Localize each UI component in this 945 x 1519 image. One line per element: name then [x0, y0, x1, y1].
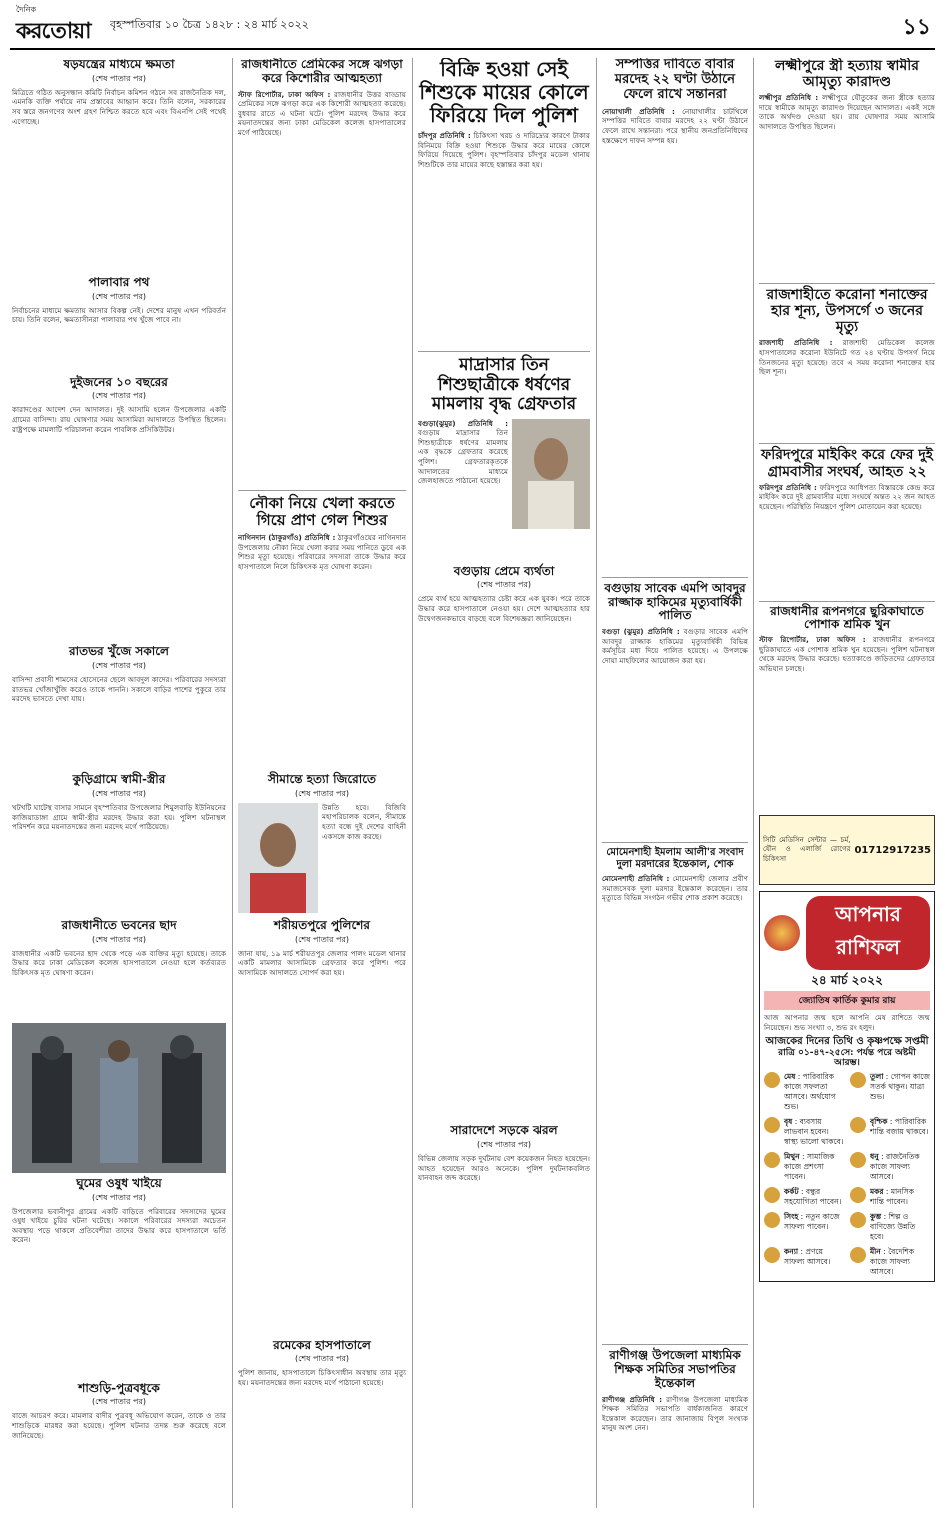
- headline[interactable]: মাদ্রাসার তিন শিশুছাত্রীকে ধর্ষণের মামলায় বৃদ্ধ গ্রেফতার: [418, 351, 590, 415]
- headline[interactable]: দুইজনের ১০ বছরের: [70, 374, 168, 389]
- headline[interactable]: রাজশাহীতে করোনা শনাক্তের হার শূন্য, উপসর্গে ৩ জনের মৃত্যু: [759, 283, 935, 335]
- zodiac-sign-name: মকর: [870, 1187, 884, 1197]
- article-body: [238, 90, 406, 490]
- article-body: [602, 1395, 748, 1433]
- headline[interactable]: সীমান্তে হত্যা জিরোতে: [267, 772, 377, 787]
- byline: বগুড়া (ঝুমুর) প্রতিনিধি :: [602, 627, 680, 637]
- continuation-note: (শেষ পাতার পর): [91, 661, 147, 671]
- zodiac-sign-icon: [764, 1247, 780, 1263]
- article-text: রাজধানীর উত্তর বাড্ডায় প্রেমিকের সঙ্গে ঝগড়া করে এক কিশোরী আত্মহত্যা করেছে। বুধবার রাতে এ ঘটনা ঘটে। পুলিশ মরদেহ উদ্ধার করে ময়নাতদন্তের জন্য ঢাকা মেডিকেল কলেজ হাসপাতালের মর্গে পাঠিয়েছে।: [238, 89, 406, 137]
- column-divider: [412, 58, 413, 1508]
- column-5: [759, 58, 935, 1510]
- article-text: ঠাকুরগাঁওয়ের নাগিনদান উপজেলায় নৌকা নিয়ে খেলা করার সময় পানিতে ডুবে এক শিশুর মৃত্যু হয়েছে। পরিবারের সদস্যরা তাকে উদ্ধার করে হাসপাতালে নিলে চিকিৎসক মৃত ঘোষণা করেন।: [238, 533, 406, 571]
- headline[interactable]: রাতভর খুঁজে সকালে: [69, 644, 169, 659]
- article-body: [759, 635, 935, 815]
- elderly-man-photo: [512, 419, 590, 529]
- zodiac-sign-forecast: মানসিক শান্তি পাবেন।: [870, 1187, 915, 1207]
- article-text: লক্ষ্মীপুরে যৌতুকের জন্য স্ত্রীকে হত্যার দায়ে স্বামীকে আমৃত্যু কারাদণ্ড দিয়েছেন আদালত। একই সঙ্গে তাকে অর্থদণ্ড দেওয়া হয়। রায় ঘোষণার সময় আসামি আদালতে উপস্থিত ছিলেন।: [759, 93, 935, 131]
- zodiac-sign-entry: [764, 1212, 844, 1242]
- article-body: বাসিন্দা প্রবাসী শামসের হোসেনের ছেলে আবদুল কাদের। পরিবারের সদস্যরা রাতভর খোঁজাখুঁজি করেও তাকে পাননি। সকালে বাড়ির পাশের পুকুরে তার মরদেহ ভাসতে দেখা যায়।: [12, 675, 226, 704]
- headline[interactable]: নৌকা নিয়ে খেলা করতে গিয়ে প্রাণ গেল শিশুর: [238, 490, 406, 530]
- article-body: উপজেলার ভবানীপুর গ্রামের একটি বাড়িতে পরিবারের সদস্যদের ঘুমের ওষুধ খাইয়ে চুরির ঘটনা ঘটেছে। সকালে পরিবারের সদস্যরা অচেতন অবস্থায় পড়ে থাকলে প্রতিবেশীরা তাদের উদ্ধার করে হাসপাতালে ভর্তি করেন।: [12, 1206, 226, 1245]
- masthead-rule: [10, 48, 935, 50]
- zodiac-sign-entry: [850, 1117, 930, 1147]
- zodiac-sign-text: কুম্ভ : শিল্প ও বাণিজ্যে উন্নতি হবে।: [870, 1212, 916, 1242]
- zodiac-sign-entry: [764, 1247, 844, 1277]
- zodiac-sign-text: কন্যা : প্রণয়ে সাফল্য আসবে।: [784, 1247, 831, 1267]
- zodiac-sign-name: কর্কট: [784, 1187, 799, 1197]
- zodiac-sign-text: মীন : বৈদেশিক কাজে সাফল্য আসবে।: [870, 1247, 915, 1277]
- article-text: মোমেনশাহী জেলার প্রবীণ সমাজসেবক দুলা মরদার ইন্তেকাল করেছেন। তার মৃত্যুতে বিভিন্ন সংগঠন গভীর শোক প্রকাশ করেছে।: [602, 874, 748, 903]
- zodiac-sign-icon: [764, 1187, 780, 1203]
- zodiac-sign-entry: [850, 1247, 930, 1277]
- zodiac-sign-icon: [850, 1212, 866, 1228]
- zodiac-sign-forecast: ব্যবসায় লাভবান হবেন। স্বাস্থ্য ভালো থাকবে।: [784, 1117, 844, 1147]
- article-body: জানা যায়, ১৯ মার্চ শরীয়তপুর জেলার পালং মডেল থানার একটি মামলার আসামিকে গ্রেফতার করে পুলিশ। পরে আসামিকে আদালতে সোপর্দ করা হয়।: [238, 948, 406, 977]
- police-officers-photo: [12, 1023, 226, 1173]
- zodiac-sign-forecast: বন্ধুর সহযোগিতা পাবেন।: [784, 1187, 842, 1207]
- article-body: [759, 338, 935, 443]
- zodiac-sign-icon: [764, 1072, 780, 1088]
- tithi-title: আজকের দিনের তিথি ও কৃষ্ণপক্ষে সপ্তমী: [765, 1036, 929, 1048]
- headline[interactable]: বগুড়ায় প্রেমে ব্যর্থতা: [453, 563, 555, 578]
- byline: রাজশাহী প্রতিনিধি :: [759, 338, 833, 348]
- zodiac-sign-entry: [764, 1072, 844, 1112]
- column-3: [418, 58, 590, 1510]
- zodiac-sign-forecast: বৈদেশিক কাজে সাফল্য আসবে।: [870, 1247, 915, 1277]
- article-body: নির্বাচনের মাধ্যমে ক্ষমতায় আসার বিকল্প নেই। দেশের মানুষ এখন পরিবর্তন চায়। তিনি বলেন, ক্ষমতাসীনরা পালাবার পথ খুঁজে পাবে না।: [12, 305, 226, 325]
- headline[interactable]: ফরিদপুরে মাইকিং করে ফের দুই গ্রামবাসীর সংঘর্ষ, আহত ২২: [759, 443, 935, 479]
- headline[interactable]: পালাবার পথ: [88, 274, 150, 289]
- zodiac-sign-name: কন্যা: [784, 1247, 799, 1257]
- zodiac-sign-icon: [850, 1247, 866, 1263]
- zodiac-sign-entry: [850, 1152, 930, 1182]
- zodiac-sign-icon: [764, 1212, 780, 1228]
- article-body: [602, 874, 748, 1344]
- zodiac-sign-entry: [850, 1212, 930, 1242]
- continuation-note: (শেষ পাতার পর): [476, 580, 532, 590]
- headline[interactable]: রাজধানীতে ভবনের ছাদ: [61, 917, 177, 932]
- continuation-note: (শেষ পাতার পর): [91, 391, 147, 401]
- headline[interactable]: মোমেনশাহী ইমলাম আলী'র সংবাদ দুলা মরদারের ইন্তেকাল, শোক: [602, 842, 748, 870]
- continuation-note: (শেষ পাতার পর): [91, 73, 147, 83]
- article-body: কারাদণ্ডের আদেশ দেন আদালত। দুই আসামি হলেন উপজেলার একটি গ্রামের বাসিন্দা। রায় ঘোষণার সময় আসামিরা আদালতে উপস্থিত ছিলেন। রাষ্ট্রপক্ষে মামলাটি পরিচালনা করেন পাবলিক প্রসিকিউটর।: [12, 405, 226, 434]
- headline[interactable]: কুড়িগ্রামে স্বামী-স্ত্রীর: [72, 772, 166, 787]
- zodiac-wheel-icon: [764, 915, 800, 951]
- man-portrait: [238, 803, 318, 913]
- article-text: চিকিৎসা খরচ ও দারিদ্র্যের কারণে টাকার বিনিময়ে বিক্রি হওয়া শিশুকে উদ্ধার করে মায়ের কোলে ফিরিয়ে দিয়েছে পুলিশ। বৃহস্পতিবার চাঁদপুর মডেল থানায় শিশুটিকে তার মায়ের কাছে হস্তান্তর করা হয়।: [418, 131, 590, 169]
- continuation-note: (শেষ পাতার পর): [91, 934, 147, 944]
- article-body: [418, 131, 590, 351]
- zodiac-sign-icon: [764, 1152, 780, 1168]
- zodiac-sign-name: ধনু: [870, 1152, 879, 1162]
- byline: চাঁদপুর প্রতিনিধি :: [418, 131, 471, 140]
- newspaper-logo[interactable]: [12, 4, 104, 42]
- byline: নোয়াখালী প্রতিনিধি :: [602, 106, 675, 116]
- page-number: ১১: [902, 14, 931, 40]
- zodiac-sign-icon: [850, 1117, 866, 1133]
- continuation-note: (শেষ পাতার পর): [294, 934, 350, 944]
- continuation-note: (শেষ পাতার পর): [91, 788, 147, 798]
- article-body: খটখটি ঘাটেস্থ বাসার সামনে বৃহস্পতিবার উপজেলার শিমুলবাড়ি ইউনিয়নের কাজিয়াডাঙ্গা গ্রামে স্বামী-স্ত্রীর মরদেহ উদ্ধার করা হয়। পুলিশ ঘটনাস্থল পরিদর্শন করে ময়নাতদন্তের জন্য মরদেহ মর্গে পাঠিয়েছে।: [12, 802, 226, 832]
- continuation-note: (শেষ পাতার পর): [294, 788, 350, 798]
- zodiac-sign-icon: [850, 1187, 866, 1203]
- zodiac-sign-text: মিথুন : সামাজিক কাজে প্রশংসা পাবেন।: [784, 1152, 835, 1182]
- zodiac-sign-entry: [850, 1072, 930, 1112]
- continuation-note: (শেষ পাতার পর): [91, 291, 147, 301]
- zodiac-sign-entry: [764, 1187, 844, 1207]
- headline[interactable]: ষড়যন্ত্রের মাধ্যমে ক্ষমতা: [63, 58, 175, 71]
- article-body: [238, 533, 406, 773]
- article-text: বগুড়ার সাবেক এমপি আবদুর রাজ্জাক হাকিমের মৃত্যুবার্ষিকী বিভিন্ন কর্মসূচির মধ্য দিয়ে পালিত হয়েছে। এ উপলক্ষে দোয়া মাহফিলের আয়োজন করা হয়।: [602, 627, 748, 665]
- zodiac-sign-name: বৃষ: [784, 1117, 793, 1127]
- zodiac-sign-name: মিথুন: [784, 1152, 800, 1162]
- column-divider: [596, 58, 597, 1508]
- zodiac-sign-entry: [850, 1187, 930, 1207]
- headline[interactable]: শাশুড়ি-পুত্রবধূকে: [78, 1380, 160, 1395]
- horoscope-intro: আজ আপনার জন্ম হলে আপনি মেষ রাশিতে জন্ম নিয়েছেন। শুভ সংখ্যা ৩, শুভ রং হলুদ।: [764, 1013, 930, 1032]
- zodiac-sign-entry: [764, 1152, 844, 1182]
- headline[interactable]: লক্ষ্মীপুরে স্ত্রী হত্যায় স্বামীর আমৃত্যু কারাদণ্ড: [775, 58, 919, 91]
- article-text: রাজশাহী মেডিকেল কলেজ হাসপাতালের করোনা ইউনিটে গত ২৪ ঘণ্টায় উপসর্গ নিয়ে তিনজনের মৃত্যু হয়েছে। তবে এ সময় করোনা শনাক্তের হার ছিল শূন্য।: [759, 338, 935, 377]
- column-2: [238, 58, 406, 1510]
- zodiac-sign-icon: [764, 1117, 780, 1133]
- zodiac-sign-forecast: শিল্প ও বাণিজ্যে উন্নতি হবে।: [870, 1212, 916, 1242]
- tithi-detail: রাত্রি ০১-৪৭-২৫সে: পর্যন্ত পরে অষ্টমী আরম্ভ।: [778, 1047, 916, 1069]
- logo-wordmark: করতোয়া: [16, 18, 91, 44]
- column-divider: [232, 58, 233, 1508]
- column-1: [12, 58, 226, 1510]
- zodiac-sign-icon: [850, 1152, 866, 1168]
- zodiac-sign-text: মেষ : পারিবারিক কাজে সফলতা আসবে। অর্থযোগ শুভ।: [784, 1072, 836, 1112]
- article-body: [602, 627, 748, 842]
- headline[interactable]: বগুড়ায় সাবেক এমপি আবদুর রাজ্জাক হাকিমের মৃত্যুবার্ষিকী পালিত: [602, 577, 748, 623]
- article-body: রাজধানীর একটি ভবনের ছাদ থেকে পড়ে এক ব্যক্তির মৃত্যু হয়েছে। তাকে উদ্ধার করে ঢাকা মেডিকেল কলেজ হাসপাতালে নেওয়া হলে কর্তব্যরত চিকিৎসক মৃত ঘোষণা করেন।: [12, 948, 226, 977]
- ad-text: সিটি মেডিসিন সেন্টার — চর্ম, যৌন ও এলার্জি রোগের চিকিৎসা: [763, 835, 851, 864]
- zodiac-sign-forecast: প্রণয়ে সাফল্য আসবে।: [784, 1247, 831, 1267]
- zodiac-sign-forecast: রাজনৈতিক কাজে সাফল্য আসবে।: [870, 1152, 920, 1182]
- column-divider: [753, 58, 754, 1508]
- zodiac-sign-entry: [764, 1117, 844, 1147]
- byline: স্টাফ রিপোর্টার, ঢাকা অফিস :: [238, 89, 331, 99]
- zodiac-sign-name: সিংহ: [784, 1212, 799, 1222]
- article-body: [759, 483, 935, 601]
- article-body: পুলিশ জানায়, হাসপাতালে চিকিৎসাধীন অবস্থায় তার মৃত্যু হয়। ময়নাতদন্তের জন্য মরদেহ মর্গে পাঠানো হয়েছে।: [238, 1368, 406, 1388]
- horoscope-box: [759, 891, 935, 1282]
- headline[interactable]: রাজধানীতে প্রেমিকের সঙ্গে ঝগড়া করে কিশোরীর আত্মহত্যা: [241, 58, 403, 85]
- byline: রাণীগঞ্জ প্রতিনিধি :: [602, 1394, 662, 1404]
- zodiac-sign-name: কুম্ভ: [870, 1212, 882, 1222]
- article-body: [602, 107, 748, 577]
- article-text: নোয়াখালীর চাটখিলে সম্পত্তির দাবিতে বাবার মরদেহ ২২ ঘণ্টা উঠানে ফেলে রাখে সন্তানরা। পরে স্থানীয় জনপ্রতিনিধিদের হস্তক্ষেপে দাফন সম্পন্ন হয়।: [602, 106, 748, 145]
- headline[interactable]: রাণীগঞ্জ উপজেলা মাধ্যমিক শিক্ষক সমিতির সভাপতির ইন্তেকাল: [602, 1344, 748, 1390]
- continuation-note: (শেষ পাতার পর): [476, 1140, 532, 1150]
- zodiac-sign-forecast: পারিবারিক শান্তি বজায় থাকবে।: [870, 1117, 929, 1137]
- article-body: উন্নতি হবে। বিজিবি মহাপরিচালক বলেন, সীমান্তে হত্যা বন্ধে দুই দেশের বাহিনী একসঙ্গে কাজ করছে।: [322, 802, 406, 841]
- zodiac-sign-forecast: গোপন কাজে সতর্ক থাকুন। যাত্রা শুভ।: [870, 1072, 930, 1102]
- headline[interactable]: শরীয়তপুরে পুলিশের: [274, 917, 370, 932]
- news-photo[interactable]: [12, 1023, 226, 1173]
- byline: লক্ষ্মীপুর প্রতিনিধি :: [759, 93, 819, 103]
- horoscope-title: আপনার রাশিফল: [806, 896, 930, 970]
- article-body: [759, 93, 935, 283]
- article-text: রাজধানীর রূপনগরে ছুরিকাঘাতে এক পোশাক শ্রমিক খুন হয়েছেন। পুলিশ ঘটনাস্থল থেকে মরদেহ উদ্ধার করেছে। হত্যাকাণ্ডে জড়িতদের গ্রেফতারে অভিযান চলছে।: [759, 635, 935, 674]
- zodiac-sign-icon: [850, 1072, 866, 1088]
- lead-headline[interactable]: বিক্রি হওয়া সেই শিশুকে মায়ের কোলে ফিরিয়ে দিল পুলিশ: [419, 58, 589, 127]
- article-body: [418, 419, 508, 559]
- continuation-note: (শেষ পাতার পর): [91, 1397, 147, 1407]
- continuation-note: (শেষ পাতার পর): [91, 1192, 147, 1202]
- column-4: [602, 58, 748, 1510]
- zodiac-sign-name: বৃশ্চিক: [870, 1117, 888, 1127]
- zodiac-sign-forecast: সামাজিক কাজে প্রশংসা পাবেন।: [784, 1152, 835, 1182]
- zodiac-sign-text: কর্কট : বন্ধুর সহযোগিতা পাবেন।: [784, 1187, 842, 1207]
- zodiac-sign-text: ধনু : রাজনৈতিক কাজে সাফল্য আসবে।: [870, 1152, 920, 1182]
- byline: বগুড়া(ঝুমুর) প্রতিনিধি :: [418, 418, 508, 428]
- zodiac-sign-name: তুলা: [870, 1072, 884, 1082]
- horoscope-author: জ্যোতিষ কার্তিক কুমার রায়: [764, 991, 930, 1010]
- article-text: রাণীগঞ্জ উপজেলা মাধ্যমিক শিক্ষক সমিতির সভাপতি বার্ধক্যজনিত কারণে ইন্তেকাল করেছেন। তার জানাজায় বিপুল সংখ্যক মানুষ অংশ নেন।: [602, 1394, 748, 1433]
- article-body: বাজে আচরণ করে। মামলার বাদীর পুত্রবধূ অভিযোগ করেন, তাকে ও তার শাশুড়িকে মারধর করা হয়েছে। পুলিশ ঘটনার তদন্ত শুরু করেছে বলে জানিয়েছে।: [12, 1411, 226, 1440]
- portrait-photo[interactable]: [238, 803, 318, 913]
- horoscope-date: ২৪ মার্চ ২০২২: [811, 973, 883, 988]
- masthead: [0, 0, 945, 52]
- headline[interactable]: সারাদেশে সড়কে ঝরল: [450, 1123, 558, 1138]
- zodiac-sign-text: সিংহ : নতুন কাজে সাফল্য পাবেন।: [784, 1212, 840, 1232]
- zodiac-sign-text: বৃষ : ব্যবসায় লাভবান হবেন। স্বাস্থ্য ভালো থাকবে।: [784, 1117, 844, 1147]
- article-text: ফরিদপুরে আধিপত্য বিস্তারকে কেন্দ্র করে মাইকিং করে দুই গ্রামবাসীর মধ্যে সংঘর্ষে অন্তত ২২ জন আহত হয়েছেন। পরিস্থিতি নিয়ন্ত্রণে পুলিশ মোতায়েন করা হয়েছে।: [759, 482, 935, 511]
- headline[interactable]: সম্পত্তির দাবিতে বাবার মরদেহ ২২ ঘণ্টা উঠানে ফেলে রাখে সন্তানরা: [614, 58, 736, 102]
- headline[interactable]: রমেকের হাসপাতালে: [273, 1337, 371, 1352]
- zodiac-sign-forecast: পারিবারিক কাজে সফলতা আসবে। অর্থযোগ শুভ।: [784, 1072, 836, 1112]
- zodiac-sign-name: মীন: [870, 1247, 881, 1257]
- byline: নাগিনদান (ঠাকুরগাঁও) প্রতিনিধি :: [238, 533, 336, 543]
- byline: স্টাফ রিপোর্টার, ঢাকা অফিস :: [759, 635, 866, 645]
- byline: ফরিদপুর প্রতিনিধি :: [759, 482, 817, 492]
- zodiac-sign-forecast: নতুন কাজে সাফল্য পাবেন।: [784, 1212, 840, 1232]
- continuation-note: (শেষ পাতার পর): [294, 1354, 350, 1364]
- headline[interactable]: ঘুমের ওষুধ খাইয়ে: [76, 1175, 162, 1190]
- zodiac-sign-name: মেষ: [784, 1072, 796, 1082]
- ad-phone[interactable]: 01712917235: [854, 844, 931, 856]
- advertisement[interactable]: [759, 815, 935, 885]
- article-text: বগুড়ায় মাদ্রাসার তিন শিশুছাত্রীকে ধর্ষণের মামলায় এক বৃদ্ধকে গ্রেফতার করেছে পুলিশ। গ্রেফতারকৃতকে আদালতের মাধ্যমে জেলহাজতে পাঠানো হয়েছে।: [418, 428, 508, 486]
- zodiac-sign-text: মকর : মানসিক শান্তি পাবেন।: [870, 1187, 915, 1207]
- byline: মোমেনশাহী প্রতিনিধি :: [602, 874, 670, 884]
- article-body: প্রেমে ব্যর্থ হয়ে আত্মহত্যার চেষ্টা করে এক যুবক। পরে তাকে উদ্ধার করে হাসপাতালে নেওয়া হয়। দেশে আত্মহত্যার হার উদ্বেগজনকভাবে বাড়ছে বলে বিশেষজ্ঞরা জানিয়েছেন।: [418, 594, 590, 623]
- zodiac-sign-text: তুলা : গোপন কাজে সতর্ক থাকুন। যাত্রা শুভ।: [870, 1072, 930, 1102]
- accused-photo[interactable]: [512, 419, 590, 529]
- article-body: মিত্রিতে গঠিত অনুসন্ধান কমিটি নির্বাচন কমিশন গঠনে সব রাজনৈতিক দল, এমনকি ব্যক্তি পর্যায়ে নাম প্রস্তাবের আহ্বান করে। তিনি বলেন, সরকারের সব স্তরে জনগণের অংশ গ্রহণ নিশ্চিত করতে হবে এবং বিএনপি সেই পথেই এগোচ্ছে।: [12, 87, 226, 126]
- dateline: বৃহস্পতিবার ১০ চৈত্র ১৪২৮ : ২৪ মার্চ ২০২২: [110, 18, 309, 31]
- logo-prefix: দৈনিক: [16, 5, 37, 14]
- zodiac-sign-text: বৃশ্চিক : পারিবারিক শান্তি বজায় থাকবে।: [870, 1117, 929, 1137]
- article-body: বিভিন্ন জেলায় সড়ক দুর্ঘটনায় বেশ কয়েকজন নিহত হয়েছেন। আহত হয়েছেন আরও অনেকে। পুলিশ দুর্ঘটনাকবলিত যানবাহন জব্দ করেছে।: [418, 1154, 590, 1183]
- zodiac-sign-grid: [764, 1072, 930, 1277]
- headline[interactable]: রাজধানীর রূপনগরে ছুরিকাঘাতে পোশাক শ্রমিক খুন: [759, 601, 935, 633]
